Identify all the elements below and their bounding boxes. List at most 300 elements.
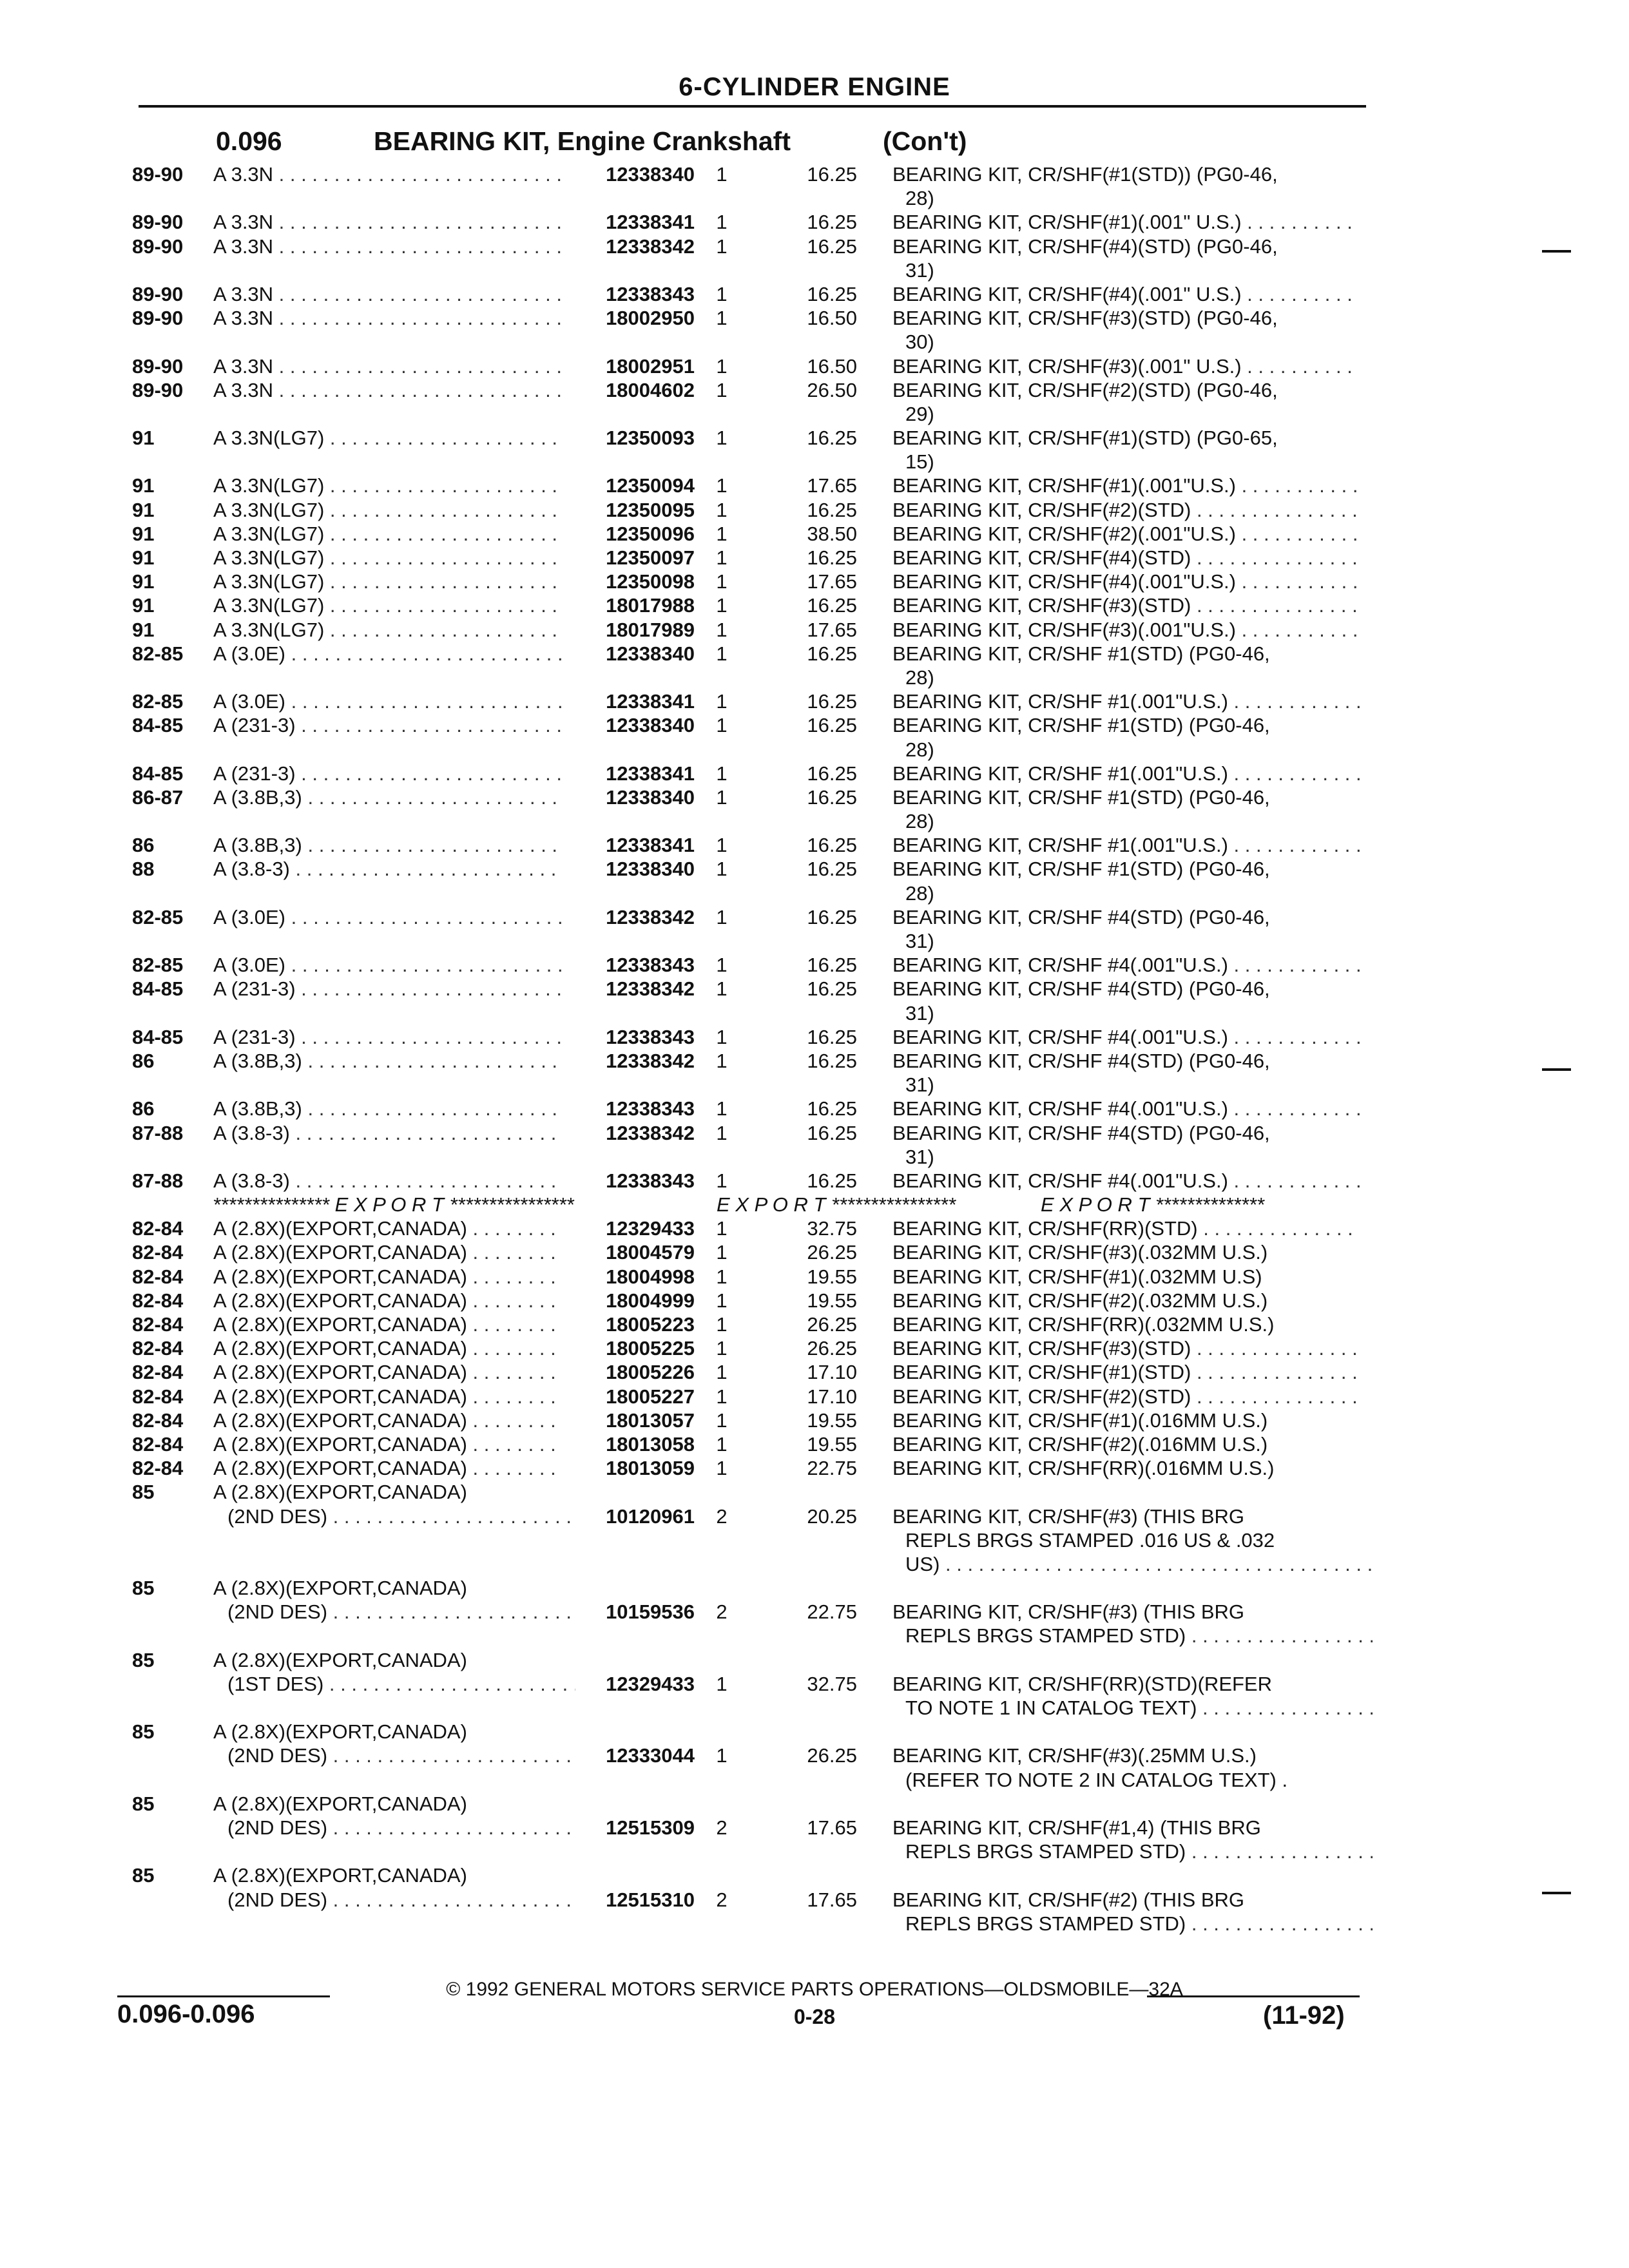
part-number: 18017989 xyxy=(606,618,695,641)
part-number: 18013059 xyxy=(606,1457,695,1480)
part-description: 31) xyxy=(905,258,934,282)
price: 26.50 xyxy=(807,378,857,401)
part-number: 12338342 xyxy=(606,235,695,258)
part-row xyxy=(0,762,1629,785)
price: 16.25 xyxy=(807,690,857,713)
model-years: 86 xyxy=(132,1097,155,1120)
part-row xyxy=(0,1792,1629,1816)
part-row xyxy=(0,522,1629,546)
part-description: BEARING KIT, CR/SHF #1(STD) (PG0-46, xyxy=(892,642,1270,665)
export-separator-middle: E X P O R T **************** xyxy=(717,1193,956,1216)
description-continuation xyxy=(0,1073,1629,1097)
model-years: 89-90 xyxy=(132,378,184,401)
part-number: 12350094 xyxy=(606,474,695,497)
price: 26.25 xyxy=(807,1313,857,1336)
part-row xyxy=(0,426,1629,450)
part-description: 31) xyxy=(905,1001,934,1024)
quantity: 1 xyxy=(716,1672,728,1695)
part-description: BEARING KIT, CR/SHF(#3)(STD) . . . xyxy=(892,593,1360,617)
part-number: 12338340 xyxy=(606,858,695,881)
application: A (231-3) . . . xyxy=(213,762,561,785)
quantity: 1 xyxy=(716,785,728,809)
quantity: 2 xyxy=(716,1504,728,1528)
part-row xyxy=(0,1600,1629,1624)
part-row xyxy=(0,1049,1629,1073)
quantity: 1 xyxy=(716,307,728,330)
description-continuation xyxy=(0,1768,1629,1792)
part-row xyxy=(0,618,1629,642)
part-description: 28) xyxy=(905,738,934,761)
part-row xyxy=(0,1097,1629,1120)
part-row xyxy=(0,905,1629,929)
part-description: BEARING KIT, CR/SHF #1(STD) (PG0-46, xyxy=(892,785,1270,809)
quantity: 1 xyxy=(716,714,728,737)
part-number: 10159536 xyxy=(606,1600,695,1624)
application: A (2.8X)(EXPORT,CANADA) . . . xyxy=(213,1289,561,1312)
application: A (2.8X)(EXPORT,CANADA) xyxy=(213,1648,467,1671)
part-description: BEARING KIT, CR/SHF(#1)(STD) . . . xyxy=(892,1360,1360,1384)
part-row xyxy=(0,498,1629,522)
part-number: 12338343 xyxy=(606,954,695,977)
export-separator xyxy=(0,1193,1629,1216)
model-years: 82-84 xyxy=(132,1217,184,1240)
quantity: 1 xyxy=(716,1097,728,1120)
price: 16.25 xyxy=(807,546,857,569)
part-description: BEARING KIT, CR/SHF #4(.001"U.S.) . . . xyxy=(892,1025,1360,1049)
price: 16.50 xyxy=(807,307,857,330)
quantity: 1 xyxy=(716,1744,728,1767)
price: 26.25 xyxy=(807,1337,857,1360)
price: 26.25 xyxy=(807,1241,857,1264)
model-years: 85 xyxy=(132,1792,155,1815)
part-number: 12338340 xyxy=(606,642,695,665)
price: 38.50 xyxy=(807,522,857,545)
model-years: 82-84 xyxy=(132,1361,184,1384)
part-description: BEARING KIT, CR/SHF #1(STD) (PG0-46, xyxy=(892,858,1270,881)
quantity: 1 xyxy=(716,977,728,1001)
model-years: 84-85 xyxy=(132,714,184,737)
application: A 3.3N . . . xyxy=(213,354,561,378)
quantity: 1 xyxy=(716,498,728,521)
quantity: 1 xyxy=(716,594,728,617)
application: (1ST DES) . . . xyxy=(227,1672,575,1696)
part-description: 30) xyxy=(905,331,934,354)
application: A (2.8X)(EXPORT,CANADA) . . . xyxy=(213,1385,561,1408)
part-description: BEARING KIT, CR/SHF #4(.001"U.S.) . . . xyxy=(892,1097,1360,1120)
application: A (2.8X)(EXPORT,CANADA) xyxy=(213,1720,467,1744)
application: (2ND DES) . . . xyxy=(227,1504,575,1528)
part-description: REPLS BRGS STAMPED STD) . . . xyxy=(905,1840,1373,1863)
part-row xyxy=(0,642,1629,666)
application: A (2.8X)(EXPORT,CANADA) xyxy=(213,1792,467,1815)
model-years: 86 xyxy=(132,1049,155,1072)
part-description: 31) xyxy=(905,1073,934,1097)
price: 17.10 xyxy=(807,1361,857,1384)
model-years: 82-85 xyxy=(132,905,184,928)
part-row xyxy=(0,1312,1629,1336)
quantity: 2 xyxy=(716,1600,728,1624)
part-number: 12333044 xyxy=(606,1744,695,1767)
part-row xyxy=(0,474,1629,497)
part-description: BEARING KIT, CR/SHF(#4)(.001" U.S.) . . . xyxy=(892,282,1360,306)
application: (2ND DES) . . . xyxy=(227,1888,575,1912)
description-continuation xyxy=(0,1001,1629,1025)
part-description: BEARING KIT, CR/SHF(#1,4) (THIS BRG xyxy=(892,1816,1261,1839)
price: 17.65 xyxy=(807,618,857,641)
model-years: 88 xyxy=(132,858,155,881)
part-description: 28) xyxy=(905,881,934,905)
part-row xyxy=(0,235,1629,258)
quantity: 1 xyxy=(716,954,728,977)
part-row xyxy=(0,1216,1629,1240)
price: 16.25 xyxy=(807,163,857,186)
part-row xyxy=(0,953,1629,977)
application: A (2.8X)(EXPORT,CANADA) . . . xyxy=(213,1312,561,1336)
description-continuation xyxy=(0,881,1629,905)
part-description: BEARING KIT, CR/SHF(#4)(STD) (PG0-46, xyxy=(892,235,1278,258)
part-description: 28) xyxy=(905,187,934,210)
quantity: 1 xyxy=(716,163,728,186)
price: 16.25 xyxy=(807,834,857,857)
part-description: BEARING KIT, CR/SHF(#3) (THIS BRG xyxy=(892,1600,1245,1624)
quantity: 1 xyxy=(716,1169,728,1192)
application: A (3.8-3) . . . xyxy=(213,857,561,881)
part-number: 12350096 xyxy=(606,522,695,545)
application: A 3.3N . . . xyxy=(213,162,561,186)
part-number: 18005223 xyxy=(606,1313,695,1336)
model-years: 85 xyxy=(132,1481,155,1504)
part-row xyxy=(0,1336,1629,1360)
part-number: 12338340 xyxy=(606,163,695,186)
quantity: 1 xyxy=(716,1025,728,1048)
application: A (3.0E) . . . xyxy=(213,905,561,929)
application: A 3.3N(LG7) . . . xyxy=(213,426,561,450)
part-row xyxy=(0,162,1629,186)
part-description: BEARING KIT, CR/SHF #1(.001"U.S.) . . . xyxy=(892,689,1360,713)
model-years: 82-85 xyxy=(132,690,184,713)
description-continuation xyxy=(0,1696,1629,1720)
model-years: 86-87 xyxy=(132,785,184,809)
part-row xyxy=(0,1408,1629,1432)
application: A (2.8X)(EXPORT,CANADA) . . . xyxy=(213,1265,561,1289)
part-row xyxy=(0,1648,1629,1672)
part-row xyxy=(0,1720,1629,1744)
model-years: 85 xyxy=(132,1648,155,1671)
model-years: 91 xyxy=(132,522,155,545)
part-row xyxy=(0,1265,1629,1289)
part-row xyxy=(0,1576,1629,1600)
part-description: BEARING KIT, CR/SHF(#3)(.032MM U.S.) xyxy=(892,1241,1268,1264)
quantity: 1 xyxy=(716,354,728,378)
part-number: 12338340 xyxy=(606,714,695,737)
part-description: BEARING KIT, CR/SHF #1(.001"U.S.) . . . xyxy=(892,833,1360,857)
part-description: 28) xyxy=(905,666,934,689)
part-number: 12515310 xyxy=(606,1888,695,1911)
quantity: 1 xyxy=(716,570,728,593)
model-years: 87-88 xyxy=(132,1169,184,1192)
part-row xyxy=(0,282,1629,306)
part-number: 18004579 xyxy=(606,1241,695,1264)
quantity: 1 xyxy=(716,1313,728,1336)
quantity: 2 xyxy=(716,1816,728,1839)
quantity: 1 xyxy=(716,1121,728,1144)
quantity: 1 xyxy=(716,905,728,928)
price: 19.55 xyxy=(807,1432,857,1456)
price: 16.25 xyxy=(807,211,857,234)
part-number: 12350097 xyxy=(606,546,695,569)
part-row xyxy=(0,1025,1629,1049)
price: 19.55 xyxy=(807,1408,857,1432)
quantity: 1 xyxy=(716,1241,728,1264)
model-years: 82-85 xyxy=(132,642,184,665)
part-number: 12338340 xyxy=(606,785,695,809)
part-row xyxy=(0,1504,1629,1528)
part-number: 18013057 xyxy=(606,1408,695,1432)
part-number: 18005225 xyxy=(606,1337,695,1360)
price: 16.25 xyxy=(807,954,857,977)
part-number: 12338341 xyxy=(606,211,695,234)
part-description: BEARING KIT, CR/SHF(#1)(STD) (PG0-65, xyxy=(892,427,1278,450)
description-continuation xyxy=(0,1624,1629,1648)
part-row xyxy=(0,1816,1629,1840)
application: A 3.3N(LG7) . . . xyxy=(213,570,561,593)
price: 16.25 xyxy=(807,1049,857,1072)
part-description: BEARING KIT, CR/SHF(#2)(.001"U.S.) . . . xyxy=(892,522,1360,546)
application: (2ND DES) . . . xyxy=(227,1600,575,1624)
part-number: 12350093 xyxy=(606,427,695,450)
part-description: BEARING KIT, CR/SHF(#4)(STD) . . . xyxy=(892,546,1360,570)
part-description: 28) xyxy=(905,810,934,833)
price: 16.25 xyxy=(807,427,857,450)
part-description: REPLS BRGS STAMPED .016 US & .032 xyxy=(905,1528,1275,1552)
part-description: BEARING KIT, CR/SHF(RR)(.032MM U.S.) xyxy=(892,1313,1275,1336)
application: A (2.8X)(EXPORT,CANADA) . . . xyxy=(213,1456,561,1480)
description-continuation xyxy=(0,1528,1629,1552)
description-continuation xyxy=(0,258,1629,282)
price: 19.55 xyxy=(807,1289,857,1312)
part-number: 18017988 xyxy=(606,594,695,617)
part-row xyxy=(0,785,1629,809)
description-continuation xyxy=(0,1145,1629,1169)
application: A (231-3) . . . xyxy=(213,713,561,737)
model-years: 82-84 xyxy=(132,1408,184,1432)
export-separator-right: E X P O R T ************** xyxy=(1041,1193,1264,1216)
price: 16.50 xyxy=(807,354,857,378)
section-heading xyxy=(0,126,1629,160)
model-years: 91 xyxy=(132,618,155,641)
quantity: 1 xyxy=(716,642,728,665)
part-description: 29) xyxy=(905,402,934,425)
description-continuation xyxy=(0,738,1629,762)
model-years: 82-84 xyxy=(132,1241,184,1264)
quantity: 1 xyxy=(716,690,728,713)
part-description: BEARING KIT, CR/SHF #4(.001"U.S.) . . . xyxy=(892,953,1360,977)
application: A (2.8X)(EXPORT,CANADA) xyxy=(213,1577,467,1600)
application: A 3.3N(LG7) . . . xyxy=(213,593,561,617)
price: 16.25 xyxy=(807,642,857,665)
application: A (3.8-3) . . . xyxy=(213,1169,561,1193)
footer-copyright: © 1992 GENERAL MOTORS SERVICE PARTS OPERATIONS—OLDSMOBILE—32A xyxy=(446,1979,1183,2000)
part-row xyxy=(0,354,1629,378)
part-row xyxy=(0,593,1629,617)
margin-mark xyxy=(1542,1892,1571,1894)
model-years: 87-88 xyxy=(132,1121,184,1144)
application: A (2.8X)(EXPORT,CANADA) . . . xyxy=(213,1408,561,1432)
part-description: 31) xyxy=(905,1145,934,1168)
footer-date: (11-92) xyxy=(1263,2001,1345,2030)
model-years: 82-84 xyxy=(132,1265,184,1288)
quantity: 1 xyxy=(716,1408,728,1432)
part-number: 12338343 xyxy=(606,1169,695,1192)
description-continuation xyxy=(0,1912,1629,1936)
quantity: 1 xyxy=(716,282,728,305)
part-description: REPLS BRGS STAMPED STD) . . . xyxy=(905,1912,1373,1936)
part-description: BEARING KIT, CR/SHF(#4)(.001"U.S.) . . . xyxy=(892,570,1360,593)
quantity: 1 xyxy=(716,1337,728,1360)
part-row xyxy=(0,306,1629,330)
part-description: BEARING KIT, CR/SHF(RR)(STD)(REFER xyxy=(892,1672,1272,1695)
part-row xyxy=(0,1863,1629,1887)
part-number: 12338342 xyxy=(606,1121,695,1144)
model-years: 91 xyxy=(132,474,155,497)
description-continuation xyxy=(0,450,1629,474)
part-row xyxy=(0,977,1629,1001)
quantity: 1 xyxy=(716,235,728,258)
part-row xyxy=(0,1432,1629,1456)
part-description: BEARING KIT, CR/SHF #4(STD) (PG0-46, xyxy=(892,1121,1270,1144)
part-number: 12515309 xyxy=(606,1816,695,1839)
model-years: 89-90 xyxy=(132,282,184,305)
price: 16.25 xyxy=(807,714,857,737)
price: 22.75 xyxy=(807,1457,857,1480)
application: A 3.3N(LG7) . . . xyxy=(213,546,561,570)
parts-list xyxy=(0,162,1629,1936)
description-continuation xyxy=(0,186,1629,210)
price: 16.25 xyxy=(807,1169,857,1192)
price: 16.25 xyxy=(807,858,857,881)
quantity: 1 xyxy=(716,1265,728,1288)
part-row xyxy=(0,1289,1629,1312)
application: (2ND DES) . . . xyxy=(227,1744,575,1767)
price: 19.55 xyxy=(807,1265,857,1288)
part-row xyxy=(0,1360,1629,1384)
part-description: BEARING KIT, CR/SHF(#2)(.032MM U.S.) xyxy=(892,1289,1268,1312)
application: A 3.3N(LG7) . . . xyxy=(213,522,561,546)
description-continuation xyxy=(0,402,1629,426)
part-description: 15) xyxy=(905,450,934,474)
price: 16.25 xyxy=(807,1121,857,1144)
part-number: 18004999 xyxy=(606,1289,695,1312)
quantity: 1 xyxy=(716,1289,728,1312)
model-years: 82-84 xyxy=(132,1385,184,1408)
quantity: 1 xyxy=(716,1457,728,1480)
part-description: BEARING KIT, CR/SHF(#3)(.001" U.S.) . . . xyxy=(892,354,1360,378)
price: 16.25 xyxy=(807,977,857,1001)
application: A (231-3) . . . xyxy=(213,1025,561,1049)
margin-mark xyxy=(1542,250,1571,253)
part-description: US) . . . xyxy=(905,1552,1373,1576)
part-number: 12338342 xyxy=(606,977,695,1001)
part-description: REPLS BRGS STAMPED STD) . . . xyxy=(905,1624,1373,1648)
part-description: (REFER TO NOTE 2 IN CATALOG TEXT) . xyxy=(905,1768,1288,1791)
part-row xyxy=(0,1240,1629,1264)
price: 17.65 xyxy=(807,1888,857,1911)
model-years: 89-90 xyxy=(132,163,184,186)
part-row xyxy=(0,713,1629,737)
part-row xyxy=(0,546,1629,570)
part-description: BEARING KIT, CR/SHF #4(.001"U.S.) . . . xyxy=(892,1169,1360,1193)
application: A (3.8B,3) . . . xyxy=(213,1049,561,1073)
application: A (3.8-3) . . . xyxy=(213,1121,561,1145)
application: A (3.0E) . . . xyxy=(213,689,561,713)
part-number: 18002950 xyxy=(606,307,695,330)
description-continuation xyxy=(0,666,1629,689)
export-separator-left: *************** E X P O R T **************** xyxy=(213,1193,574,1216)
part-row xyxy=(0,1385,1629,1408)
part-description: BEARING KIT, CR/SHF(#3)(STD) (PG0-46, xyxy=(892,307,1278,330)
part-description: BEARING KIT, CR/SHF(#2)(STD) . . . xyxy=(892,498,1360,522)
application: A (2.8X)(EXPORT,CANADA) . . . xyxy=(213,1216,561,1240)
part-number: 12329433 xyxy=(606,1217,695,1240)
application: A (2.8X)(EXPORT,CANADA) . . . xyxy=(213,1432,561,1456)
part-number: 12338343 xyxy=(606,1097,695,1120)
part-row xyxy=(0,857,1629,881)
application: A (3.0E) . . . xyxy=(213,953,561,977)
price: 17.65 xyxy=(807,474,857,497)
quantity: 1 xyxy=(716,211,728,234)
part-number: 18005227 xyxy=(606,1385,695,1408)
model-years: 91 xyxy=(132,570,155,593)
part-row xyxy=(0,1456,1629,1480)
model-years: 91 xyxy=(132,594,155,617)
part-number: 10120961 xyxy=(606,1504,695,1528)
footer-section-range: 0.096-0.096 xyxy=(117,2000,255,2028)
model-years: 85 xyxy=(132,1864,155,1887)
part-description: BEARING KIT, CR/SHF(RR)(STD) . . . xyxy=(892,1216,1360,1240)
part-description: BEARING KIT, CR/SHF(#2)(.016MM U.S.) xyxy=(892,1432,1268,1456)
part-row xyxy=(0,1480,1629,1504)
part-description: BEARING KIT, CR/SHF(#2)(STD) (PG0-46, xyxy=(892,378,1278,401)
price: 17.10 xyxy=(807,1385,857,1408)
model-years: 82-85 xyxy=(132,954,184,977)
model-years: 82-84 xyxy=(132,1457,184,1480)
price: 17.65 xyxy=(807,570,857,593)
model-years: 82-84 xyxy=(132,1337,184,1360)
part-description: BEARING KIT, CR/SHF(#3)(STD) . . . xyxy=(892,1336,1360,1360)
price: 16.25 xyxy=(807,1025,857,1048)
part-number: 18005226 xyxy=(606,1361,695,1384)
application: A 3.3N . . . xyxy=(213,378,561,402)
part-number: 12338341 xyxy=(606,834,695,857)
part-number: 12338341 xyxy=(606,690,695,713)
price: 16.25 xyxy=(807,905,857,928)
price: 16.25 xyxy=(807,1097,857,1120)
part-row xyxy=(0,1672,1629,1696)
description-continuation xyxy=(0,330,1629,354)
application: A (3.0E) . . . xyxy=(213,642,561,666)
quantity: 1 xyxy=(716,546,728,569)
part-description: BEARING KIT, CR/SHF #1(.001"U.S.) . . . xyxy=(892,762,1360,785)
part-number: 18013058 xyxy=(606,1432,695,1456)
quantity: 1 xyxy=(716,618,728,641)
price: 22.75 xyxy=(807,1600,857,1624)
part-description: BEARING KIT, CR/SHF #1(STD) (PG0-46, xyxy=(892,714,1270,737)
model-years: 89-90 xyxy=(132,307,184,330)
part-description: BEARING KIT, CR/SHF #4(STD) (PG0-46, xyxy=(892,905,1270,928)
price: 16.25 xyxy=(807,785,857,809)
model-years: 89-90 xyxy=(132,211,184,234)
application: (2ND DES) . . . xyxy=(227,1816,575,1840)
